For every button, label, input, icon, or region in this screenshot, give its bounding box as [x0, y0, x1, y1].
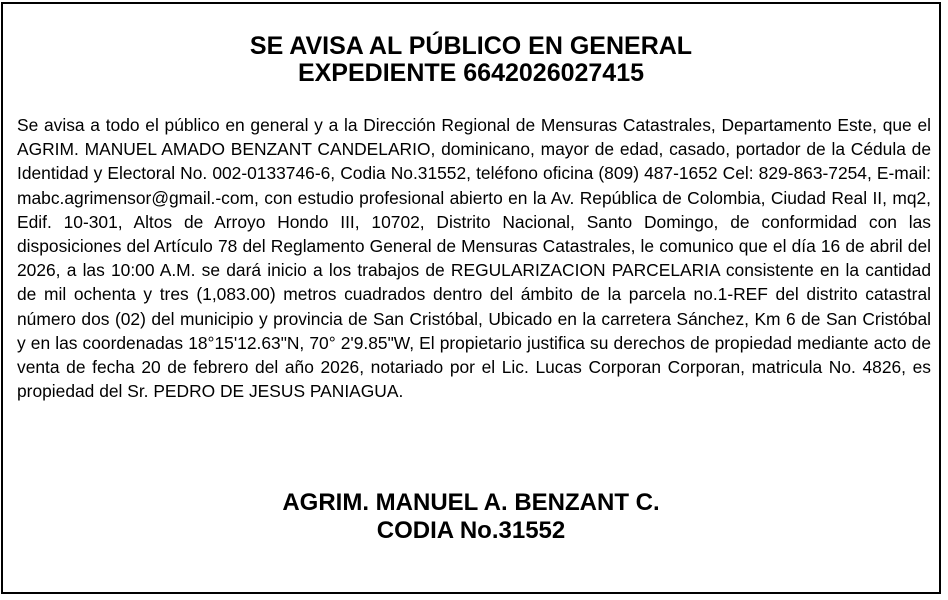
signature-codia: CODIA No.31552 — [376, 517, 566, 544]
public-notice — [1, 2, 941, 594]
notice-title: SE AVISA AL PÚBLICO EN GENERAL — [249, 32, 693, 60]
signature-name: AGRIM. MANUEL A. BENZANT C. — [282, 489, 660, 516]
notice-file-number: EXPEDIENTE 6642026027415 — [297, 59, 645, 87]
notice-body: Se avisa a todo el público en general y a la Dirección Regional de Mensuras Catastrales, Departamento Este, que el AGRIM. MANUEL AMADO BENZANT CANDELARIO, dominicano, mayor de edad, casado, portador de la Cédula de Identidad y Electoral No. 002-0133746-6, Codia No.31552, teléfono oficina (809) 487-1652 Cel: 829-863-7254, E-mail: mabc.agrimensor@gmail.-com, con estudio profesional abierto en la Av. República de Colombia, Ciudad Real II, mq2, Edif. 10-301, Altos de Arroyo Hondo III, 10702, Distrito Nacional, Santo Domingo, de conformidad con las disposiciones del Artículo 78 del Reglamento General de Mensuras Catastrales, le comunico que el día 16 de abril del 2026, a las 10:00 A.M. se dará inicio a los trabajos de REGULARIZACION PARCELARIA consistente en la cantidad de mil ochenta y tres (1,083.00) metros cuadrados dentro del ámbito de la parcela no.1-REF del distrito catastral número dos (02) del municipio y provincia de San Cristóbal, Ubicado en la carretera Sánchez, Km 6 de San Cristóbal y en las coordenadas 18°15'12.63"N, 70° 2'9.85"W, El propietario justifica su derechos de propiedad mediante acto de venta de fecha 20 de febrero del año 2026, notariado por el Lic. Lucas Corporan Corporan, matricula No. 4826, es propiedad del Sr. PEDRO DE JESUS PANIAGUA. — [17, 115, 931, 402]
